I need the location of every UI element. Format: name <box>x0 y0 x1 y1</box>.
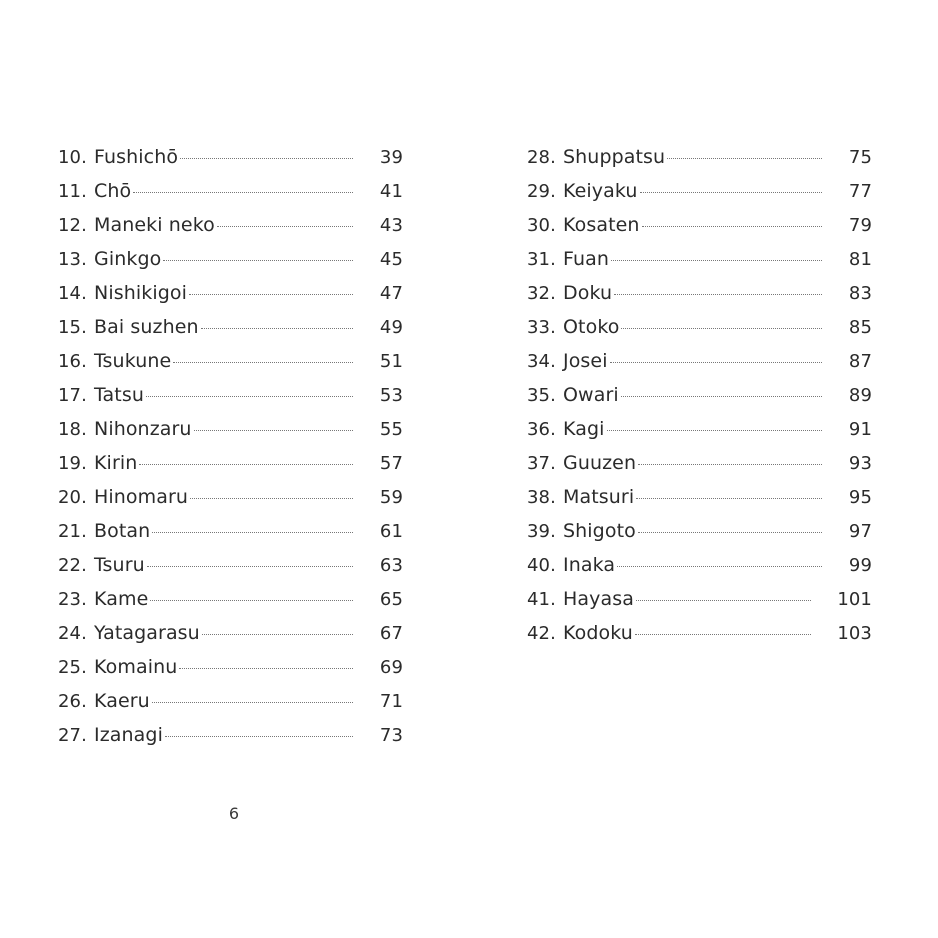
entry-number: 18. <box>58 419 87 440</box>
entry-number: 17. <box>58 385 87 406</box>
entry-title: Hinomaru <box>94 486 189 508</box>
toc-entry <box>58 446 403 480</box>
entry-number: 34. <box>527 351 556 372</box>
entry-number: 42. <box>527 623 556 644</box>
dot-leader <box>621 396 822 397</box>
entry-page-number: 49 <box>379 317 403 338</box>
dot-leader <box>139 464 353 465</box>
entry-title: Botan <box>94 520 151 542</box>
entry-title: Fuan <box>563 248 610 270</box>
dot-leader <box>617 566 822 567</box>
entry-title: Nishikigoi <box>94 282 187 304</box>
toc-entry <box>527 514 872 548</box>
toc-entry <box>527 174 872 208</box>
toc-entry <box>58 616 403 650</box>
entry-number: 33. <box>527 317 556 338</box>
entry-number: 40. <box>527 555 556 576</box>
toc-entry <box>527 378 872 412</box>
entry-title: Bai suzhen <box>94 316 199 338</box>
entry-number: 32. <box>527 283 556 304</box>
entry-number: 28. <box>527 147 556 168</box>
entry-title: Yatagarasu <box>94 622 200 644</box>
toc-entry <box>527 548 872 582</box>
toc-entry <box>527 242 872 276</box>
dot-leader <box>165 736 353 737</box>
toc-entry <box>58 480 403 514</box>
dot-leader <box>201 328 353 329</box>
entry-title: Kosaten <box>563 214 640 236</box>
entry-number: 38. <box>527 487 556 508</box>
toc-entry <box>527 208 872 242</box>
toc-column-left <box>58 140 403 752</box>
entry-page-number: 101 <box>837 589 872 610</box>
toc-entry <box>527 446 872 480</box>
entry-title: Matsuri <box>563 486 635 508</box>
entry-page-number: 43 <box>379 215 403 236</box>
entry-title: Izanagi <box>94 724 163 746</box>
entry-page-number: 77 <box>848 181 872 202</box>
dot-leader <box>621 328 822 329</box>
entry-page-number: 55 <box>379 419 403 440</box>
entry-page-number: 57 <box>379 453 403 474</box>
entry-number: 13. <box>58 249 87 270</box>
dot-leader <box>640 192 822 193</box>
toc-entry <box>527 582 872 616</box>
entry-page-number: 45 <box>379 249 403 270</box>
entry-page-number: 97 <box>848 521 872 542</box>
entry-page-number: 73 <box>379 725 403 746</box>
entry-number: 21. <box>58 521 87 542</box>
entry-page-number: 81 <box>848 249 872 270</box>
dot-leader <box>217 226 353 227</box>
entry-title: Hayasa <box>563 588 634 610</box>
entry-page-number: 75 <box>848 147 872 168</box>
toc-entry <box>58 514 403 548</box>
toc-entry <box>58 548 403 582</box>
toc-entry <box>527 310 872 344</box>
toc-column-right <box>527 140 872 650</box>
entry-page-number: 41 <box>379 181 403 202</box>
entry-title: Kagi <box>563 418 605 440</box>
entry-page-number: 67 <box>379 623 403 644</box>
entry-title: Maneki neko <box>94 214 215 236</box>
dot-leader <box>179 668 353 669</box>
entry-number: 15. <box>58 317 87 338</box>
toc-entry <box>527 412 872 446</box>
entry-page-number: 95 <box>848 487 872 508</box>
dot-leader <box>636 600 811 601</box>
toc-entry <box>527 344 872 378</box>
dot-leader <box>610 362 822 363</box>
entry-title: Keiyaku <box>563 180 638 202</box>
entry-page-number: 79 <box>848 215 872 236</box>
entry-number: 35. <box>527 385 556 406</box>
page-number: 6 <box>228 804 240 823</box>
entry-number: 23. <box>58 589 87 610</box>
entry-title: Kame <box>94 588 149 610</box>
toc-entry <box>58 276 403 310</box>
dot-leader <box>152 702 353 703</box>
toc-entry <box>58 412 403 446</box>
entry-title: Tsuru <box>94 554 145 576</box>
dot-leader <box>173 362 353 363</box>
dot-leader <box>667 158 822 159</box>
entry-page-number: 87 <box>848 351 872 372</box>
dot-leader <box>607 430 822 431</box>
entry-page-number: 99 <box>848 555 872 576</box>
entry-number: 22. <box>58 555 87 576</box>
toc-entry <box>58 208 403 242</box>
toc-entry <box>58 718 403 752</box>
entry-number: 10. <box>58 147 87 168</box>
entry-title: Owari <box>563 384 619 406</box>
entry-number: 24. <box>58 623 87 644</box>
entry-page-number: 39 <box>379 147 403 168</box>
entry-title: Chō <box>94 180 132 202</box>
entry-title: Komainu <box>94 656 178 678</box>
entry-page-number: 65 <box>379 589 403 610</box>
entry-number: 16. <box>58 351 87 372</box>
dot-leader <box>152 532 353 533</box>
dot-leader <box>635 634 811 635</box>
entry-title: Otoko <box>563 316 620 338</box>
toc-entry <box>58 310 403 344</box>
entry-number: 30. <box>527 215 556 236</box>
entry-title: Ginkgo <box>94 248 162 270</box>
entry-title: Shigoto <box>563 520 636 542</box>
toc-entry <box>527 140 872 174</box>
dot-leader <box>133 192 353 193</box>
toc-entry <box>58 582 403 616</box>
entry-number: 19. <box>58 453 87 474</box>
entry-title: Kaeru <box>94 690 150 712</box>
dot-leader <box>147 566 353 567</box>
entry-page-number: 69 <box>379 657 403 678</box>
entry-page-number: 53 <box>379 385 403 406</box>
entry-title: Shuppatsu <box>563 146 666 168</box>
entry-number: 27. <box>58 725 87 746</box>
entry-page-number: 59 <box>379 487 403 508</box>
entry-number: 14. <box>58 283 87 304</box>
entry-number: 31. <box>527 249 556 270</box>
dot-leader <box>150 600 353 601</box>
entry-page-number: 103 <box>837 623 872 644</box>
entry-title: Nihonzaru <box>94 418 192 440</box>
entry-title: Fushichō <box>94 146 179 168</box>
entry-number: 29. <box>527 181 556 202</box>
entry-page-number: 51 <box>379 351 403 372</box>
entry-number: 37. <box>527 453 556 474</box>
entry-title: Inaka <box>563 554 616 576</box>
entry-number: 11. <box>58 181 87 202</box>
toc-entry <box>527 616 872 650</box>
dot-leader <box>636 498 822 499</box>
entry-page-number: 61 <box>379 521 403 542</box>
entry-title: Doku <box>563 282 613 304</box>
entry-number: 41. <box>527 589 556 610</box>
dot-leader <box>190 498 353 499</box>
entry-number: 12. <box>58 215 87 236</box>
dot-leader <box>163 260 353 261</box>
entry-number: 26. <box>58 691 87 712</box>
entry-page-number: 47 <box>379 283 403 304</box>
entry-page-number: 63 <box>379 555 403 576</box>
entry-number: 25. <box>58 657 87 678</box>
entry-number: 36. <box>527 419 556 440</box>
entry-page-number: 89 <box>848 385 872 406</box>
dot-leader <box>194 430 353 431</box>
toc-entry <box>58 378 403 412</box>
toc-entry <box>527 276 872 310</box>
entry-page-number: 83 <box>848 283 872 304</box>
entry-title: Josei <box>563 350 608 372</box>
toc-entry <box>58 242 403 276</box>
entry-number: 20. <box>58 487 87 508</box>
entry-title: Tsukune <box>94 350 172 372</box>
dot-leader <box>642 226 822 227</box>
toc-entry <box>58 344 403 378</box>
toc-entry <box>58 684 403 718</box>
toc-entry <box>58 650 403 684</box>
entry-title: Kodoku <box>563 622 633 644</box>
toc-entry <box>527 480 872 514</box>
entry-page-number: 85 <box>848 317 872 338</box>
dot-leader <box>146 396 353 397</box>
toc-entry <box>58 140 403 174</box>
entry-title: Kirin <box>94 452 138 474</box>
dot-leader <box>611 260 822 261</box>
entry-page-number: 91 <box>848 419 872 440</box>
dot-leader <box>638 532 822 533</box>
dot-leader <box>189 294 353 295</box>
dot-leader <box>614 294 822 295</box>
entry-page-number: 71 <box>379 691 403 712</box>
dot-leader <box>202 634 353 635</box>
dot-leader <box>180 158 353 159</box>
dot-leader <box>638 464 822 465</box>
entry-title: Tatsu <box>94 384 144 406</box>
entry-page-number: 93 <box>848 453 872 474</box>
entry-title: Guuzen <box>563 452 637 474</box>
toc-entry <box>58 174 403 208</box>
entry-number: 39. <box>527 521 556 542</box>
